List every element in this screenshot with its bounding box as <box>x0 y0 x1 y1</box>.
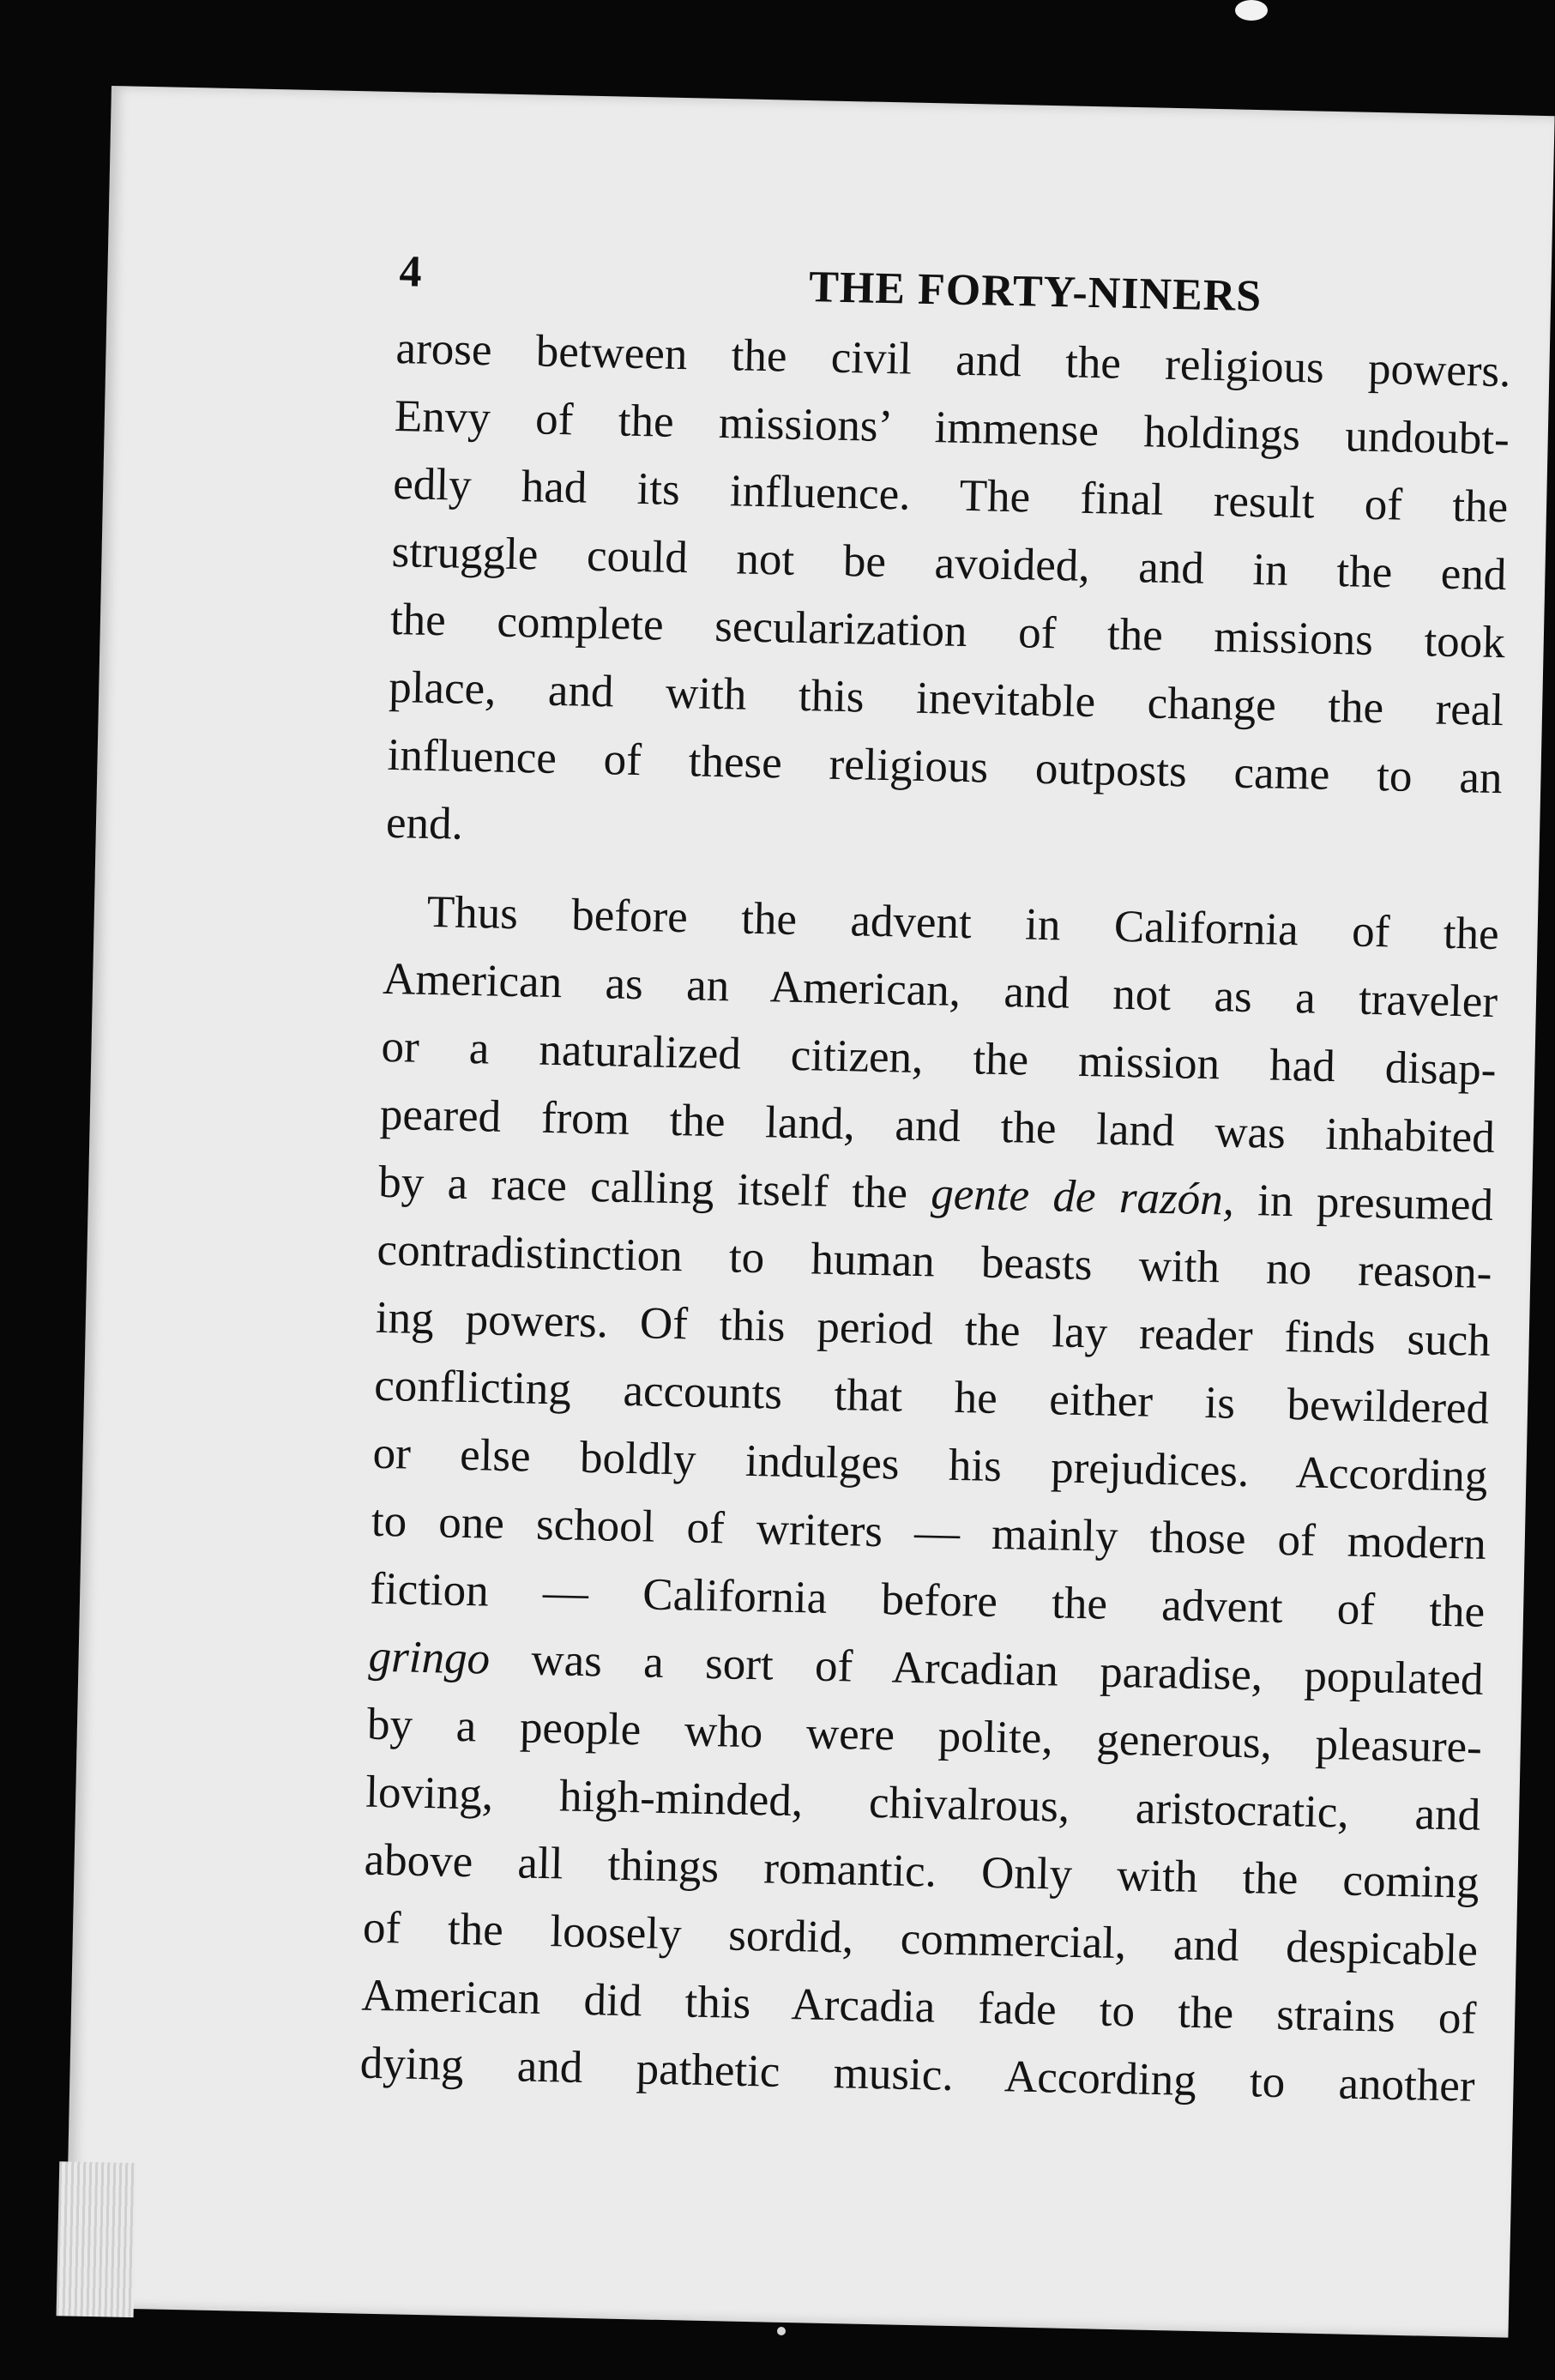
text-line: end. <box>385 797 464 849</box>
page-number: 4 <box>398 247 423 297</box>
italic-word: gringo <box>368 1631 491 1684</box>
text-line: place, and with this inevitable change the real <box>388 661 1504 736</box>
text-segment: was a sort of Arcadian paradise, populated <box>489 1634 1485 1705</box>
text-line: loving, high-minded, chivalrous, aristocratic, and <box>365 1767 1481 1840</box>
text-line: contradistinction to human beasts with no reason- <box>377 1224 1492 1299</box>
text-line: conflicting accounts that he either is bewildered <box>373 1360 1490 1434</box>
text-line: peared from the land, and the land was inhabited <box>379 1089 1496 1163</box>
dust-speck <box>777 2327 786 2335</box>
text-line: fiction — California before the advent of the <box>369 1563 1486 1637</box>
text-line: American did this Arcadia fade to the strains of <box>360 1970 1477 2044</box>
dust-speck <box>1235 0 1268 21</box>
body-text <box>359 315 1511 2121</box>
paragraph-2 <box>359 878 1499 2121</box>
book-page <box>65 86 1555 2338</box>
text-line: American as an American, and not as a traveler <box>382 953 1498 1028</box>
text-line: above all things romantic. Only with the coming <box>364 1834 1480 1908</box>
text-line: or else boldly indulges his prejudices. According <box>372 1428 1489 1501</box>
text-segment: by a race calling itself the <box>377 1157 931 1219</box>
text-segment: in presumed <box>1233 1175 1494 1231</box>
paragraph-1 <box>385 315 1511 880</box>
text-line: of the loosely sordid, commercial, and despicable <box>362 1902 1479 1976</box>
text-line: the complete secularization of the missions took <box>389 594 1506 668</box>
text-line: or a naturalized citizen, the mission had disap- <box>381 1021 1497 1096</box>
text-line: by a people who were polite, generous, pleasure- <box>366 1699 1483 1773</box>
text-line: influence of these religious outposts came to an <box>387 729 1504 804</box>
italic-phrase: gente de razón, <box>930 1169 1235 1225</box>
text-line: dying and pathetic music. According to another <box>359 2038 1476 2111</box>
text-line: arose between the civil and the religious powers. <box>395 323 1511 397</box>
text-line: Envy of the missions’ immense holdings undoubt- <box>394 391 1510 465</box>
text-line: ing powers. Of this period the lay reader finds such <box>375 1292 1492 1366</box>
running-title: THE FORTY-NINERS <box>808 263 1263 322</box>
text-line: struggle could not be avoided, and in the end <box>391 526 1508 601</box>
text-line: Thus before the advent in California of the <box>426 886 1500 960</box>
text-line: to one school of writers — mainly those of modern <box>371 1495 1487 1569</box>
text-line: edly had its influence. The final result of the <box>392 458 1509 533</box>
